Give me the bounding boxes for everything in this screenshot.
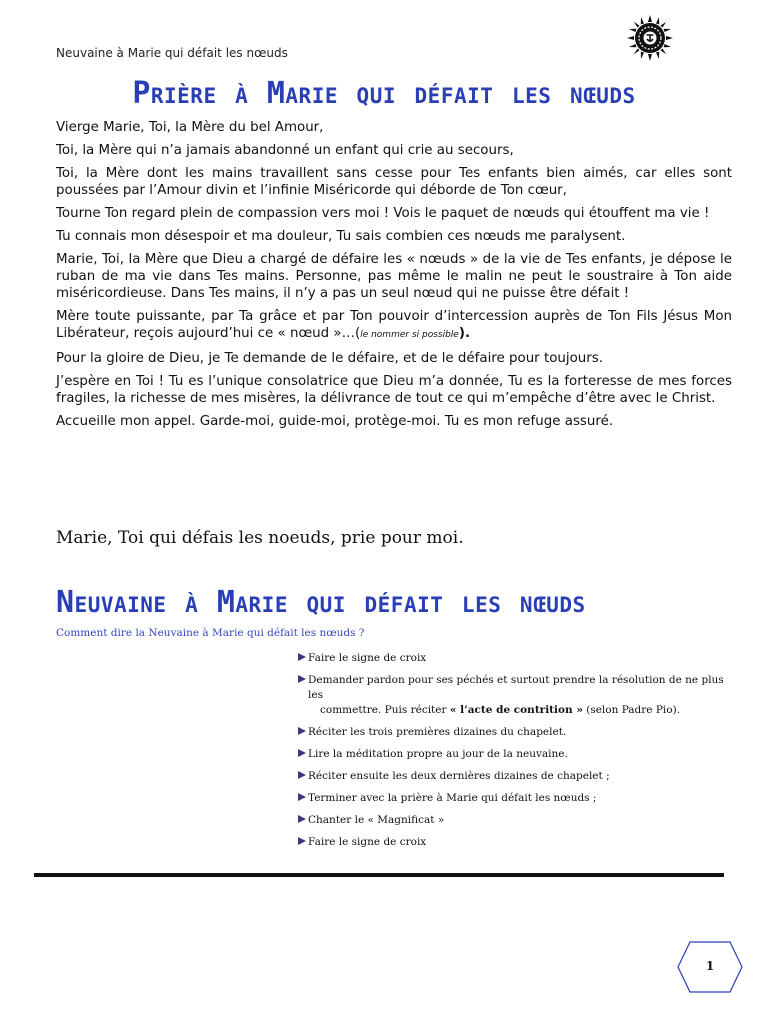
step-text: (selon Padre Pio).: [582, 704, 681, 716]
step-item: [298, 651, 738, 666]
prayer-paragraph: J’espère en Toi ! Tu es l’unique consolatrice que Dieu m’a donnée, Tu es la forteresse de mes forces fragiles, la richesse de mes misères, la délivrance de tout ce qui m’empêche d’être avec le Christ.: [56, 374, 732, 406]
step-item: [298, 791, 738, 806]
novena-title: Neuvaine à Marie qui défait les nœuds: [56, 585, 586, 620]
step-item: [298, 813, 738, 828]
step-text: Faire le signe de croix: [308, 836, 427, 848]
prayer-paragraph: Accueille mon appel. Garde-moi, guide-moi, protège-moi. Tu es mon refuge assuré.: [56, 414, 614, 429]
intercession-end: ).: [458, 326, 471, 341]
step-item: [298, 747, 738, 762]
prayer-paragraph: Marie, Toi, la Mère que Dieu a chargé de défaire les « nœuds » de la vie de Tes enfants, je dépose le ruban de ma vie dans Tes mains. Personne, pas même le malin ne peut le soustraire à Ton aide miséricordieuse. Dans Tes mains, il n’y a pas un seul nœud qui ne puisse être défait !: [56, 252, 732, 301]
prayer-title: Prière à Marie qui défait les nœuds: [132, 76, 636, 111]
section-divider: [34, 873, 724, 877]
novena-steps: [298, 651, 738, 857]
intercession-text: Mère toute puissante, par Ta grâce et par Ton pouvoir d’intercession auprès de Ton Fils Jésus Mon Libérateur, reçois aujourd’hui ce « nœud »…(: [56, 309, 732, 341]
step-text: Faire le signe de croix: [308, 652, 427, 664]
prayer-paragraph: Pour la gloire de Dieu, je Te demande de le défaire, et de le défaire pour toujours.: [56, 351, 604, 366]
naming-note: le nommer si possible: [360, 330, 459, 340]
sun-emblem-icon: [626, 14, 674, 62]
arrow-bullet-icon: [298, 771, 306, 779]
arrow-bullet-icon: [298, 749, 306, 757]
prayer-paragraph: Vierge Marie, Toi, la Mère du bel Amour,: [56, 120, 324, 135]
arrow-bullet-icon: [298, 675, 306, 683]
step-item: [298, 673, 738, 718]
step-item: [298, 835, 738, 850]
step-text: Chanter le « Magnificat »: [308, 814, 445, 826]
prayer-paragraph: Tourne Ton regard plein de compassion vers moi ! Vois le paquet de nœuds qui étouffent ma vie !: [56, 206, 710, 221]
page-number: 1: [705, 959, 715, 973]
step-item: [298, 769, 738, 784]
step-item: [298, 725, 738, 740]
step-text: Terminer avec la prière à Marie qui défait les nœuds ;: [308, 792, 597, 804]
arrow-bullet-icon: [298, 815, 306, 823]
arrow-bullet-icon: [298, 793, 306, 801]
step-text: Réciter les trois premières dizaines du chapelet.: [308, 726, 567, 738]
prayer-paragraph: [56, 308, 732, 344]
step-text: Réciter ensuite les deux dernières dizaines de chapelet ;: [308, 770, 610, 782]
step-text: Demander pardon pour ses péchés et surtout prendre la résolution de ne plus les: [308, 674, 724, 701]
step-continuation: [308, 703, 738, 718]
prayer-paragraph: Toi, la Mère qui n’a jamais abandonné un enfant qui crie au secours,: [56, 143, 514, 158]
prayer-body: [56, 119, 732, 436]
step-text: Lire la méditation propre au jour de la neuvaine.: [308, 748, 568, 760]
prayer-paragraph: Tu connais mon désespoir et ma douleur, Tu sais combien ces nœuds me paralysent.: [56, 229, 626, 244]
novena-subtitle: Comment dire la Neuvaine à Marie qui défait les nœuds ?: [56, 627, 365, 639]
running-header: Neuvaine à Marie qui défait les nœuds: [56, 46, 288, 60]
page-number-badge: [676, 936, 744, 998]
contrition-act: « l’acte de contrition »: [449, 704, 583, 716]
arrow-bullet-icon: [298, 727, 306, 735]
arrow-bullet-icon: [298, 653, 306, 661]
arrow-bullet-icon: [298, 837, 306, 845]
closing-invocation: Marie, Toi qui défais les noeuds, prie pour moi.: [56, 528, 464, 548]
step-text: commettre. Puis réciter: [320, 704, 450, 716]
prayer-paragraph: Toi, la Mère dont les mains travaillent sans cesse pour Tes enfants bien aimés, car elles sont poussées par l’Amour divin et l’infinie Miséricorde qui déborde de Ton cœur,: [56, 166, 732, 198]
